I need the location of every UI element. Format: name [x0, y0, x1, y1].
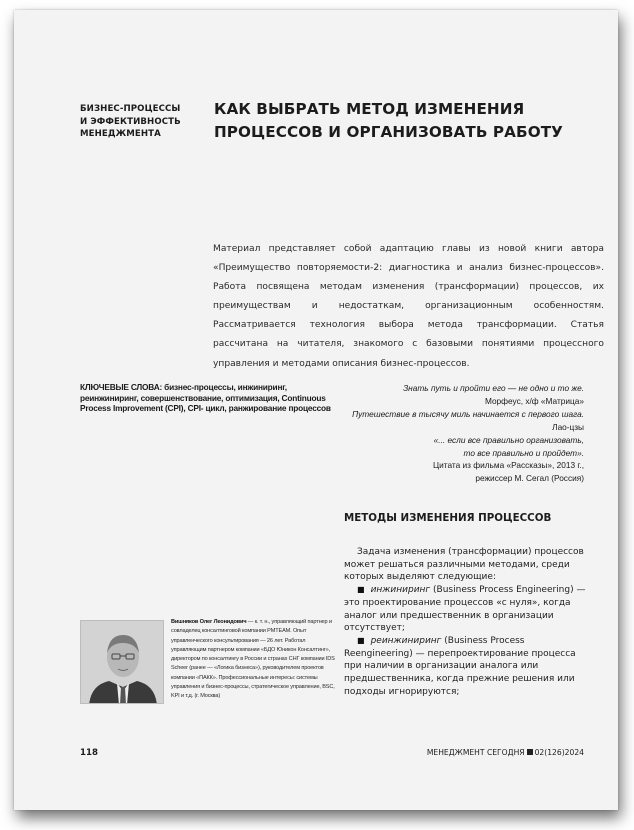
list-item-term: реинжиниринг	[370, 635, 442, 646]
author-bio	[171, 618, 337, 702]
epigraph-source: Лао-цзы	[552, 421, 584, 432]
epigraph	[284, 382, 584, 485]
list-item	[344, 584, 594, 635]
square-separator-icon	[527, 749, 533, 755]
square-bullet-icon: ■	[357, 635, 365, 645]
epigraph-source: режиссер М. Сегал (Россия)	[475, 473, 584, 484]
author-portrait-image	[81, 621, 164, 704]
section-body	[344, 546, 594, 698]
author-bio-text: — к. т. н., управляющий партнер и совладелец консалтинговой компании PMTEAM. Опыт управленческого консультирования — 26 лет. Работал управляющим партнером компании «БДО Юникон Консалтинг», директором по консалтингу в России и странах СНГ компании IDS Scheer (ранее — «Логика бизнеса»), руководителем проектов компании «ПАКК». Профессиональные интересы: системы управления и бизнес-процессы, стратегическое управление, BSC, KPI и т.д. (г. Москва)	[171, 619, 335, 700]
section-label: БИЗНЕС-ПРОЦЕССЫ И ЭФФЕКТИВНОСТЬ МЕНЕДЖМЕНТА	[80, 104, 181, 140]
section-heading: МЕТОДЫ ИЗМЕНЕНИЯ ПРОЦЕССОВ	[344, 512, 552, 524]
epigraph-quote: «... если все правильно организовать,	[433, 434, 584, 445]
epigraph-quote: Знать путь и пройти его — не одно и то же.	[403, 383, 584, 393]
list-item-text: (Business Process Reengineering) — перепроектирование процесса при наличии в организации аналога или предшественника, когда прежние решения или подходы игнорируются;	[344, 635, 576, 697]
author-photo	[80, 620, 164, 704]
epigraph-quote: то все правильно и пройдет».	[463, 447, 584, 458]
author-name: Вишняков Олег Леонидович	[171, 619, 247, 625]
journal-name: МЕНЕДЖМЕНТ СЕГОДНЯ	[426, 748, 525, 757]
article-title: КАК ВЫБРАТЬ МЕТОД ИЗМЕНЕНИЯ ПРОЦЕССОВ И ОРГАНИЗОВАТЬ РАБОТУ	[214, 100, 563, 141]
page-number: 118	[80, 748, 98, 758]
epigraph-quote: Путешествие в тысячу миль начинается с первого шага.	[352, 408, 584, 419]
footer-journal	[427, 748, 584, 757]
square-bullet-icon: ■	[357, 585, 365, 595]
section-intro: Задача изменения (трансформации) процессов может решаться различными методами, среди которых выделяют следующие:	[344, 547, 584, 583]
keywords-label: КЛЮЧЕВЫЕ СЛОВА:	[80, 382, 163, 392]
list-item-term: инжиниринг	[370, 585, 431, 596]
list-item	[344, 635, 594, 699]
magazine-page	[14, 10, 618, 810]
journal-issue: 02(126)2024	[534, 748, 584, 757]
keywords-text: бизнес-процессы, инжиниринг, реинжиниринг, совершенствование, оптимизация, Continuous Process Improvement (CPI), CPI- цикл, ранжирование процессов	[80, 382, 331, 414]
article-abstract: Материал представляет собой адаптацию главы из новой книги автора «Преимущество повторяемости-2: диагностика и анализ бизнес-процессов». Работа посвящена методам изменения (трансформации) процессов, их преимуществам и недостаткам, организационным особенностям. Рассматривается технология выбора метода трансформации. Статья рассчитана на читателя, знакомого с базовыми понятиями процессного управления и методами описания бизнес-процессов.	[213, 244, 604, 369]
epigraph-source: Морфеус, х/ф «Матрица»	[484, 395, 584, 406]
list-item-text: (Business Process Engineering) — это проектирование процессов «с нуля», когда аналог или предшественник в организации отсутствует;	[344, 585, 586, 634]
epigraph-source: Цитата из фильма «Рассказы», 2013 г.,	[432, 460, 584, 471]
